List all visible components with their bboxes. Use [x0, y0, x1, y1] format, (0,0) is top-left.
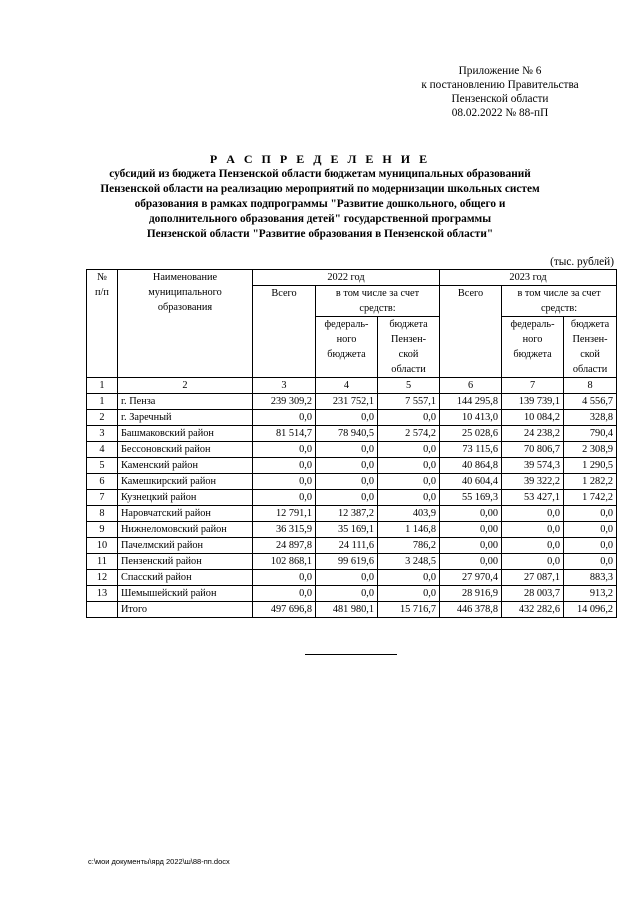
amount-cell: 0,0	[316, 586, 378, 602]
amount-cell: 0,0	[502, 506, 564, 522]
table-row	[87, 554, 617, 570]
amount-cell: 0,0	[564, 538, 617, 554]
amount-cell: 497 696,8	[253, 602, 316, 618]
municipality-name: Каменский район	[118, 458, 253, 474]
column-number: 8	[564, 378, 617, 394]
amount-cell: 40 604,4	[440, 474, 502, 490]
amount-cell: 12 791,1	[253, 506, 316, 522]
amount-cell: 1 282,2	[564, 474, 617, 490]
municipality-name: Кузнецкий район	[118, 490, 253, 506]
appendix-line: Пензенской области	[451, 93, 549, 105]
header-federal-2023: федераль- ного бюджета	[502, 317, 564, 378]
amount-cell: 481 980,1	[316, 602, 378, 618]
heading-line: Пензенской области на реализацию мероприятий по модернизации школьных систем	[100, 183, 540, 195]
amount-cell: 0,0	[253, 570, 316, 586]
amount-cell: 0,0	[253, 442, 316, 458]
heading-line: образования в рамках подпрограммы "Развитие дошкольного, общего и	[134, 198, 506, 210]
header-regional-2023: бюджета Пензен- ской области	[564, 317, 617, 378]
row-number: 5	[87, 458, 118, 474]
header-row	[87, 270, 617, 286]
amount-cell: 0,0	[253, 586, 316, 602]
amount-cell: 0,0	[378, 490, 440, 506]
amount-cell: 0,00	[440, 538, 502, 554]
municipality-name: Нижнеломовский район	[118, 522, 253, 538]
amount-cell: 36 315,9	[253, 522, 316, 538]
row-number: 7	[87, 490, 118, 506]
row-number	[87, 602, 118, 618]
appendix-line: к постановлению Правительства	[421, 79, 579, 91]
amount-cell: 12 387,2	[316, 506, 378, 522]
amount-cell: 0,0	[564, 554, 617, 570]
table-row	[87, 506, 617, 522]
header-year-2023: 2023 год	[440, 270, 617, 286]
amount-cell: 0,0	[316, 458, 378, 474]
amount-cell: 4 556,7	[564, 394, 617, 410]
amount-cell: 432 282,6	[502, 602, 564, 618]
amount-cell: 55 169,3	[440, 490, 502, 506]
unit-label: (тыс. рублей)	[550, 256, 614, 268]
header-including-2022: в том числе за счет средств:	[316, 286, 440, 317]
amount-cell: 0,00	[440, 554, 502, 570]
amount-cell: 0,0	[253, 490, 316, 506]
amount-cell: 99 619,6	[316, 554, 378, 570]
municipality-name: г. Заречный	[118, 410, 253, 426]
amount-cell: 0,0	[378, 570, 440, 586]
table-row	[87, 570, 617, 586]
amount-cell: 102 868,1	[253, 554, 316, 570]
amount-cell: 28 003,7	[502, 586, 564, 602]
amount-cell: 24 238,2	[502, 426, 564, 442]
amount-cell: 24 111,6	[316, 538, 378, 554]
table-row	[87, 394, 617, 410]
table-body	[87, 394, 617, 618]
amount-cell: 78 940,5	[316, 426, 378, 442]
amount-cell: 2 574,2	[378, 426, 440, 442]
amount-cell: 0,0	[378, 410, 440, 426]
amount-cell: 0,0	[564, 506, 617, 522]
municipality-name: Бессоновский район	[118, 442, 253, 458]
municipality-name: Башмаковский район	[118, 426, 253, 442]
amount-cell: 27 970,4	[440, 570, 502, 586]
amount-cell: 81 514,7	[253, 426, 316, 442]
header-name: Наименование муниципального образования	[118, 270, 253, 378]
amount-cell: 1 146,8	[378, 522, 440, 538]
table-row	[87, 586, 617, 602]
amount-cell: 144 295,8	[440, 394, 502, 410]
municipality-name: Итого	[118, 602, 253, 618]
document-title: Р А С П Р Е Д Е Л Е Н И Е	[209, 152, 431, 166]
header-num: № п/п	[87, 270, 118, 378]
amount-cell: 24 897,8	[253, 538, 316, 554]
amount-cell: 2 308,9	[564, 442, 617, 458]
column-number: 4	[316, 378, 378, 394]
amount-cell: 53 427,1	[502, 490, 564, 506]
amount-cell: 1 742,2	[564, 490, 617, 506]
amount-cell: 39 322,2	[502, 474, 564, 490]
amount-cell: 0,0	[316, 410, 378, 426]
header-including-2023: в том числе за счет средств:	[502, 286, 617, 317]
amount-cell: 0,0	[378, 458, 440, 474]
amount-cell: 27 087,1	[502, 570, 564, 586]
row-number: 13	[87, 586, 118, 602]
file-path-footer: c:\мои документы\ярд 2022\ш\88-пп.docx	[88, 857, 230, 866]
amount-cell: 14 096,2	[564, 602, 617, 618]
row-number: 12	[87, 570, 118, 586]
column-number: 6	[440, 378, 502, 394]
amount-cell: 0,00	[440, 522, 502, 538]
amount-cell: 15 716,7	[378, 602, 440, 618]
amount-cell: 231 752,1	[316, 394, 378, 410]
municipality-name: Пензенский район	[118, 554, 253, 570]
municipality-name: Пачелмский район	[118, 538, 253, 554]
appendix-block	[400, 64, 600, 120]
appendix-date-number: 08.02.2022 № 88-пП	[451, 107, 549, 119]
amount-cell: 10 413,0	[440, 410, 502, 426]
amount-cell: 25 028,6	[440, 426, 502, 442]
amount-cell: 7 557,1	[378, 394, 440, 410]
row-number: 4	[87, 442, 118, 458]
amount-cell: 139 739,1	[502, 394, 564, 410]
amount-cell: 328,8	[564, 410, 617, 426]
amount-cell: 35 169,1	[316, 522, 378, 538]
municipality-name: Шемышейский район	[118, 586, 253, 602]
amount-cell: 3 248,5	[378, 554, 440, 570]
amount-cell: 0,0	[316, 442, 378, 458]
heading-line: субсидий из бюджета Пензенской области бюджетам муниципальных образований	[109, 168, 531, 180]
amount-cell: 0,0	[502, 522, 564, 538]
header-federal-2022: федераль- ного бюджета	[316, 317, 378, 378]
column-number: 3	[253, 378, 316, 394]
appendix-line: Приложение № 6	[458, 65, 542, 77]
column-number: 2	[118, 378, 253, 394]
table-row	[87, 410, 617, 426]
amount-cell: 0,00	[440, 506, 502, 522]
amount-cell: 913,2	[564, 586, 617, 602]
header-regional-2022: бюджета Пензен- ской области	[378, 317, 440, 378]
column-number: 1	[87, 378, 118, 394]
amount-cell: 40 864,8	[440, 458, 502, 474]
amount-cell: 0,0	[502, 538, 564, 554]
total-row	[87, 602, 617, 618]
amount-cell: 0,0	[502, 554, 564, 570]
document-heading	[85, 152, 555, 242]
table-row	[87, 474, 617, 490]
municipality-name: Спасский район	[118, 570, 253, 586]
subsidy-table	[86, 269, 617, 618]
amount-cell: 70 806,7	[502, 442, 564, 458]
amount-cell: 0,0	[253, 458, 316, 474]
row-number: 11	[87, 554, 118, 570]
separator-line	[305, 654, 397, 655]
header-total-2022: Всего	[253, 286, 316, 378]
table-row	[87, 538, 617, 554]
table-row	[87, 426, 617, 442]
amount-cell: 39 574,3	[502, 458, 564, 474]
table-row	[87, 458, 617, 474]
amount-cell: 10 084,2	[502, 410, 564, 426]
row-number: 6	[87, 474, 118, 490]
amount-cell: 0,0	[316, 490, 378, 506]
amount-cell: 239 309,2	[253, 394, 316, 410]
header-total-2023: Всего	[440, 286, 502, 378]
municipality-name: Наровчатский район	[118, 506, 253, 522]
amount-cell: 0,0	[253, 410, 316, 426]
amount-cell: 790,4	[564, 426, 617, 442]
amount-cell: 0,0	[378, 442, 440, 458]
amount-cell: 0,0	[378, 586, 440, 602]
municipality-name: г. Пенза	[118, 394, 253, 410]
row-number: 10	[87, 538, 118, 554]
column-number-row	[87, 378, 617, 394]
amount-cell: 0,0	[316, 570, 378, 586]
amount-cell: 403,9	[378, 506, 440, 522]
table-row	[87, 490, 617, 506]
column-number: 7	[502, 378, 564, 394]
amount-cell: 73 115,6	[440, 442, 502, 458]
amount-cell: 28 916,9	[440, 586, 502, 602]
amount-cell: 0,0	[253, 474, 316, 490]
table-row	[87, 442, 617, 458]
amount-cell: 883,3	[564, 570, 617, 586]
amount-cell: 1 290,5	[564, 458, 617, 474]
amount-cell: 0,0	[378, 474, 440, 490]
header-year-2022: 2022 год	[253, 270, 440, 286]
amount-cell: 0,0	[564, 522, 617, 538]
row-number: 8	[87, 506, 118, 522]
column-number: 5	[378, 378, 440, 394]
heading-line: Пензенской области "Развитие образования в Пензенской области"	[146, 228, 494, 240]
amount-cell: 446 378,8	[440, 602, 502, 618]
heading-line: дополнительного образования детей" государственной программы	[148, 213, 492, 225]
row-number: 3	[87, 426, 118, 442]
amount-cell: 0,0	[316, 474, 378, 490]
table-row	[87, 522, 617, 538]
amount-cell: 786,2	[378, 538, 440, 554]
municipality-name: Камешкирский район	[118, 474, 253, 490]
row-number: 2	[87, 410, 118, 426]
row-number: 1	[87, 394, 118, 410]
row-number: 9	[87, 522, 118, 538]
